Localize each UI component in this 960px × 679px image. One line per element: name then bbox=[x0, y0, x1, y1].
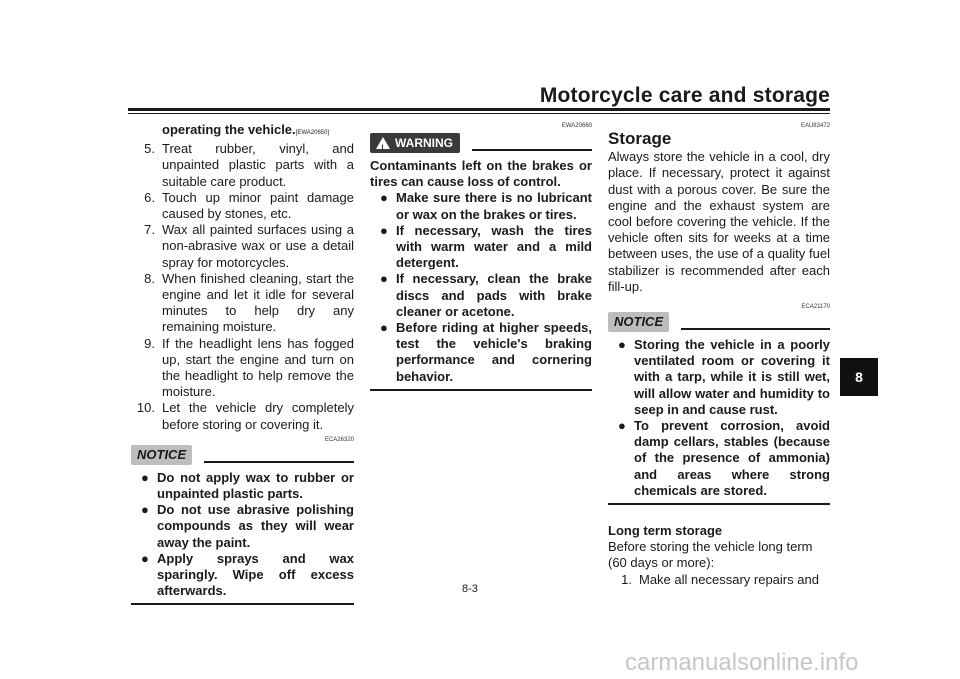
sub-body: Before storing the vehicle long term (60 days or more): bbox=[608, 539, 813, 571]
bullet-text: Do not apply wax to rubber or unpainted plastic parts. bbox=[157, 469, 354, 502]
list-item bbox=[370, 190, 592, 222]
item-text: When finished cleaning, start the engine and let it idle for several minutes to help dry any remaining moisture. bbox=[162, 270, 354, 335]
notice-end-rule bbox=[131, 603, 354, 605]
chapter-tab[interactable]: 8 bbox=[840, 358, 878, 396]
bullet-icon: ● bbox=[141, 550, 149, 566]
item-number: 9. bbox=[144, 335, 155, 351]
item-text: Make all necessary repairs and bbox=[639, 571, 819, 587]
bullet-text: Do not use abrasive polishing compounds as they will wear away the paint. bbox=[157, 502, 354, 550]
section-heading: Storage bbox=[608, 129, 672, 148]
warning-lead: Contaminants left on the brakes or tires can cause loss of control. bbox=[370, 158, 592, 190]
bullet-text: To prevent corrosion, avoid damp cellars, stables (because of the presence of ammonia) and areas where strong chemicals are stored. bbox=[634, 418, 830, 498]
notice-header bbox=[608, 311, 830, 333]
bullet-icon: ● bbox=[141, 469, 149, 485]
list-item bbox=[131, 222, 354, 271]
item-number: 5. bbox=[144, 141, 155, 157]
list-item bbox=[131, 551, 354, 600]
column-2 bbox=[370, 122, 592, 391]
warning-list bbox=[370, 190, 592, 384]
list-item bbox=[131, 502, 354, 551]
bullet-icon: ● bbox=[618, 418, 626, 434]
warning-end-rule bbox=[370, 389, 592, 391]
page-number: 8-3 bbox=[462, 583, 478, 595]
list-item bbox=[608, 418, 830, 499]
bullet-text: If necessary, wash the tires with warm water and a mild detergent. bbox=[396, 222, 592, 271]
notice-rule bbox=[204, 461, 354, 463]
notice-badge: NOTICE bbox=[608, 312, 669, 332]
warning-header bbox=[370, 132, 592, 154]
item-number: 10. bbox=[136, 400, 155, 416]
bullet-icon: ● bbox=[380, 320, 388, 336]
list-item bbox=[131, 400, 354, 432]
bullet-icon: ● bbox=[380, 271, 388, 287]
list-item bbox=[370, 223, 592, 272]
lead-line bbox=[131, 122, 354, 141]
item-text: Treat rubber, vinyl, and unpainted plastic parts with a suitable care product. bbox=[162, 141, 354, 189]
list-item bbox=[608, 337, 830, 418]
notice-list bbox=[131, 470, 354, 600]
warning-badge bbox=[370, 133, 460, 153]
list-item bbox=[131, 190, 354, 222]
page-header-title: Motorcycle care and storage bbox=[539, 84, 830, 107]
item-text: Let the vehicle dry completely before storing or covering it. bbox=[162, 400, 354, 432]
notice-code: ECA21170 bbox=[801, 304, 830, 311]
bullet-text: If necessary, clean the brake discs and pads with brake cleaner or acetone. bbox=[396, 271, 592, 319]
numbered-list bbox=[131, 141, 354, 433]
item-number: 7. bbox=[144, 222, 155, 238]
bullet-icon: ● bbox=[380, 190, 388, 206]
header-rule bbox=[128, 108, 830, 111]
item-text: Touch up minor paint damage caused by stones, etc. bbox=[162, 189, 354, 222]
column-1 bbox=[131, 122, 354, 605]
item-text: If the headlight lens has fogged up, start the engine and turn on the headlight to help remove the moisture. bbox=[162, 335, 354, 400]
header-rule-thin bbox=[128, 113, 830, 114]
bullet-text: Storing the vehicle in a poorly ventilated room or covering it with a tarp, while it is still wet, will allow water and humidity to seep in and cause rust. bbox=[634, 337, 830, 417]
warning-triangle-icon: ! bbox=[376, 137, 390, 149]
list-item bbox=[131, 470, 354, 502]
list-item bbox=[370, 320, 592, 385]
notice-list bbox=[608, 337, 830, 499]
notice-end-rule bbox=[608, 503, 830, 505]
column-3 bbox=[608, 122, 830, 588]
lead-bold-text: operating the vehicle. bbox=[162, 122, 296, 137]
bullet-icon: ● bbox=[141, 502, 149, 518]
notice-rule bbox=[681, 328, 830, 330]
warning-rule bbox=[472, 149, 592, 151]
item-number: 1. bbox=[621, 571, 632, 587]
notice-code: ECA26320 bbox=[324, 436, 354, 443]
notice-header bbox=[131, 444, 354, 466]
list-item bbox=[608, 572, 830, 588]
lead-code: [EWA20650] bbox=[295, 130, 330, 136]
bullet-icon: ● bbox=[618, 337, 626, 353]
list-item bbox=[370, 271, 592, 320]
item-number: 6. bbox=[144, 189, 155, 205]
watermark[interactable]: carmanualsonline.info bbox=[625, 649, 859, 676]
section-code: EAU83472 bbox=[800, 123, 830, 129]
notice-badge: NOTICE bbox=[131, 445, 192, 465]
warning-label: WARNING bbox=[395, 136, 453, 150]
list-item bbox=[131, 336, 354, 401]
bullet-icon: ● bbox=[380, 222, 388, 238]
bullet-text: Before riding at higher speeds, test the vehicle's braking performance and cornering behavior. bbox=[396, 320, 592, 384]
subheading: Long term storage bbox=[608, 523, 723, 539]
warning-code: EWA20660 bbox=[561, 123, 592, 129]
list-item bbox=[131, 141, 354, 190]
section-body: Always store the vehicle in a cool, dry place. If necessary, protect it against dust with a porous cover. Be sure the engine and the exhaust system are cool before covering the vehicle. If the vehicle often sits for weeks at a time between uses, the use of a quality fuel stabilizer is recommended after each fill-up. bbox=[608, 149, 830, 294]
item-text: Wax all painted surfaces using a non-abrasive wax or use a detail spray for motorcycles. bbox=[162, 222, 354, 270]
bullet-text: Apply sprays and wax sparingly. Wipe off excess afterwards. bbox=[157, 550, 354, 599]
bullet-text: Make sure there is no lubricant or wax on the brakes or tires. bbox=[396, 190, 592, 222]
list-item bbox=[131, 271, 354, 336]
item-number: 8. bbox=[144, 270, 155, 286]
